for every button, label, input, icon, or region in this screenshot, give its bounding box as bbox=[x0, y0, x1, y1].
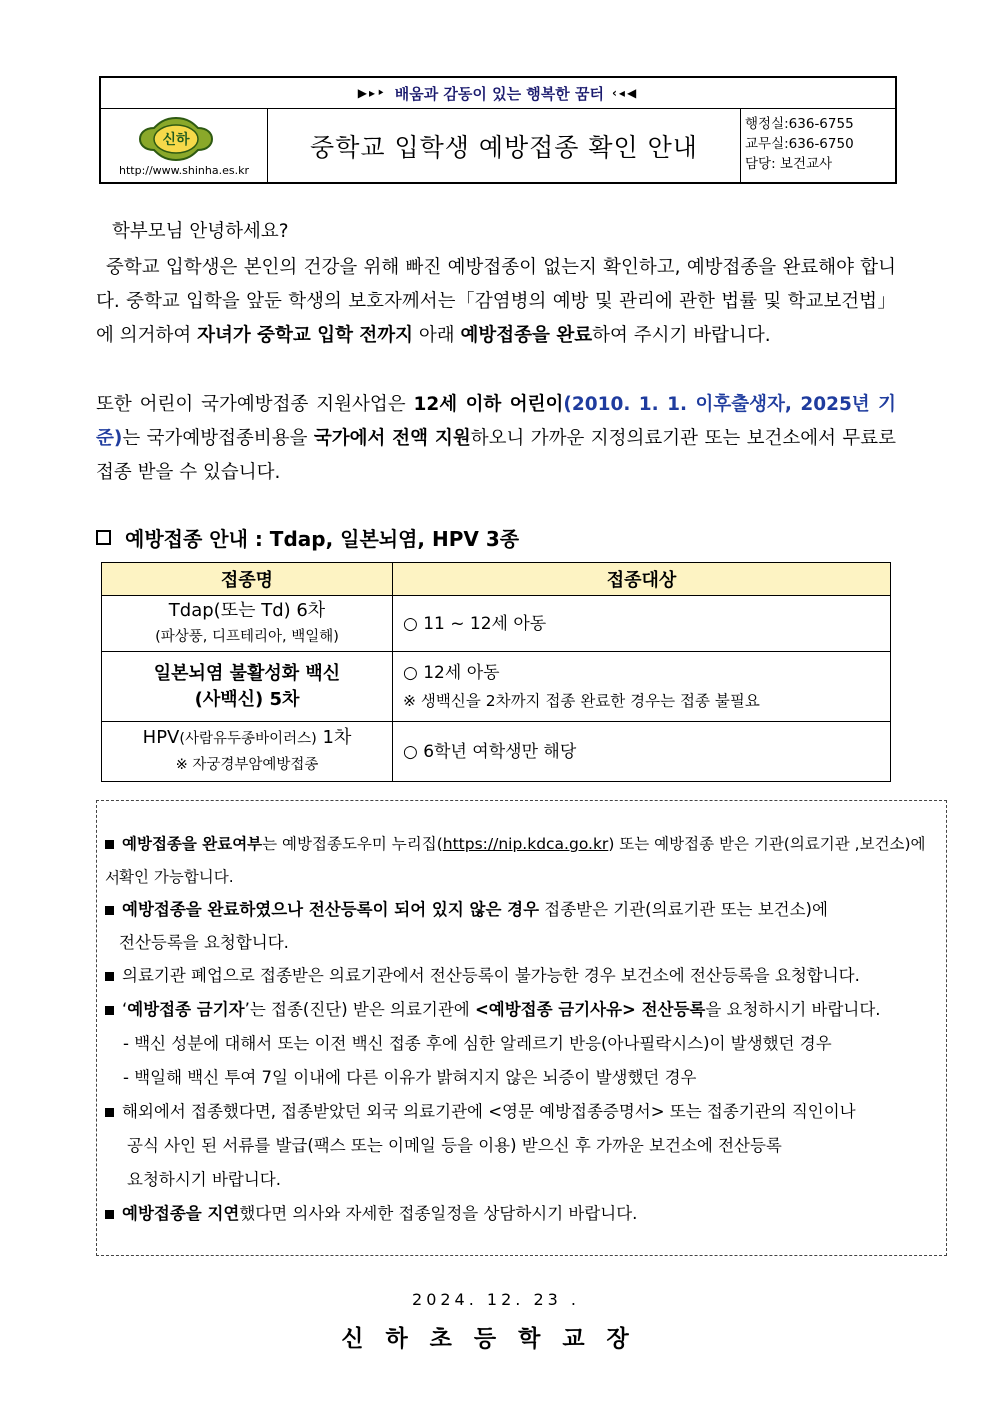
vaccine-target: ○ 6학년 여학생만 해당 bbox=[403, 741, 577, 762]
notice-1-bold: 예방접종을 완료여부 bbox=[122, 835, 263, 853]
notice-item-2 bbox=[105, 893, 937, 927]
logo-text: 신하 bbox=[162, 132, 190, 148]
principal-signature: 신하초등학교장 bbox=[341, 1326, 651, 1352]
notice-item-3 bbox=[105, 959, 937, 993]
table-row bbox=[102, 652, 891, 722]
vaccine-name: Tdap(또는 Td) 6차 bbox=[168, 599, 326, 621]
table-row bbox=[102, 722, 891, 782]
vaccination-table bbox=[101, 562, 891, 782]
p2-text-d: 는 국가예방접종비용을 bbox=[122, 428, 314, 449]
notice-5-line-3: 요청하시기 바랍니다. bbox=[127, 1170, 281, 1189]
notice-6-text: 했다면 의사와 자세한 접종일정을 상담하시기 바랍니다. bbox=[239, 1204, 638, 1223]
table-header-row bbox=[102, 563, 891, 596]
school-logo-cell bbox=[101, 108, 268, 184]
bullet-square-icon bbox=[105, 1108, 114, 1117]
notice-1-text: 는 예방접종도우미 누리집( bbox=[262, 835, 443, 853]
nip-link[interactable]: https://nip.kdca.go.kr bbox=[442, 835, 609, 853]
p1-text-a: 중학교 입학생은 본인의 건강을 위해 빠진 예방접종이 없는지 확인하고, 예방접종을 완료해야 합니다. 중학교 입학을 앞둔 학생의 보호자께서는「감염병의 예방 및 관리에 관한 법률 및 학교보건법」에 의거하여 bbox=[96, 257, 896, 346]
table-header-name: 접종명 bbox=[102, 563, 393, 596]
p2-text-bold-2: 국가에서 전액 지원 bbox=[313, 428, 471, 449]
notice-box bbox=[96, 800, 947, 1256]
p2-text-f: 하오니 가까운 지정의료기관 또는 보건소에서 무료로 접종 받을 수 있습니다. bbox=[96, 428, 896, 483]
vaccine-target-cell bbox=[393, 652, 891, 722]
notice-1-line-2: 확인 가능합니다. bbox=[119, 868, 234, 886]
p2-text-bold-1: 12세 이하 어린이 bbox=[413, 394, 564, 415]
notice-4-text: ’는 접종(진단) 받은 의료기관에 bbox=[244, 1000, 475, 1019]
table-row bbox=[102, 596, 891, 652]
section-heading bbox=[96, 523, 519, 552]
vaccine-target-cell bbox=[393, 596, 891, 652]
checkbox-square-icon bbox=[96, 530, 111, 545]
table-header-target: 접종대상 bbox=[393, 563, 891, 596]
vaccine-target: ○ 12세 아동 bbox=[403, 662, 500, 683]
bullet-square-icon bbox=[105, 972, 114, 981]
school-url[interactable]: http://www.shinha.es.kr bbox=[118, 164, 249, 177]
contact-admin: 행정실:636-6755 bbox=[745, 116, 854, 132]
greeting: 학부모님 안녕하세요? bbox=[112, 221, 289, 242]
letterhead bbox=[99, 76, 897, 184]
slogan-arrow-right: ‹◂◀ bbox=[611, 86, 639, 100]
p2-text-a: 또한 어린이 국가예방접종 지원사업은 bbox=[96, 394, 414, 415]
document-title: 중학교 입학생 예방접종 확인 안내 bbox=[268, 108, 741, 184]
p1-text-bold-2: 예방접종을 완료 bbox=[460, 325, 593, 346]
slogan-arrow-left: ▶▸‣ bbox=[357, 86, 387, 100]
notice-4-sub-2: - 백일해 백신 투여 7일 이내에 다른 이유가 밝혀지지 않은 뇌증이 발생했던 경우 bbox=[123, 1068, 697, 1087]
contact-academic: 교무실:636-6750 bbox=[745, 136, 854, 152]
p1-text-bold-1: 자녀가 중학교 입학 전까지 bbox=[197, 325, 414, 346]
issue-date: 2024. 12. 23 . bbox=[412, 1290, 580, 1309]
notice-4-sub-1: - 백신 성분에 대해서 또는 이전 백신 접종 후에 심한 알레르기 반응(아나필락시스)이 발생했던 경우 bbox=[123, 1034, 832, 1053]
vaccine-subtext: (사백신) 5차 bbox=[194, 688, 300, 710]
vaccine-name bbox=[103, 725, 391, 752]
vaccine-name-cell bbox=[102, 652, 393, 722]
bullet-square-icon bbox=[105, 1210, 114, 1219]
contact-person: 담당: 보건교사 bbox=[745, 156, 833, 172]
notice-4-quote: ‘ bbox=[122, 1000, 128, 1019]
school-logo-icon bbox=[138, 116, 214, 162]
vaccine-name: 일본뇌염 불활성화 백신 bbox=[153, 662, 341, 684]
vaccine-target: ○ 11 ~ 12세 아동 bbox=[403, 613, 547, 634]
bullet-square-icon bbox=[105, 1006, 114, 1015]
notice-2-bold: 예방접종을 완료하였으나 전산등록이 되어 있지 않은 경우 bbox=[122, 900, 540, 919]
notice-4-bold: 예방접종 금기자 bbox=[127, 1000, 245, 1019]
notice-5-line-2: 공식 사인 된 서류를 발급(팩스 또는 이메일 등을 이용) 받으신 후 가까운 보건소에 전산등록 bbox=[127, 1136, 782, 1155]
notice-item-6 bbox=[105, 1197, 937, 1231]
notice-4-bold-2: <예방접종 금기사유> 전산등록 bbox=[474, 1000, 706, 1019]
vaccine-name-cell bbox=[102, 722, 393, 782]
p2-text-blue: (2010. 1. 1. 이후출생자, 2025년 기준) bbox=[96, 394, 897, 449]
vaccine-target-cell bbox=[393, 722, 891, 782]
section-title-text: 예방접종 안내 : Tdap, 일본뇌염, HPV 3종 bbox=[125, 527, 520, 551]
vaccine-name-c: 1차 bbox=[316, 727, 352, 748]
contact-info bbox=[745, 114, 854, 174]
p1-text-e: 하여 주시기 바랍니다. bbox=[592, 325, 771, 346]
notice-4-tail: 을 요청하시기 바랍니다. bbox=[705, 1000, 881, 1019]
p1-text-c: 아래 bbox=[413, 325, 461, 346]
notice-3-text: 의료기관 폐업으로 접종받은 의료기관에서 전산등록이 불가능한 경우 보건소에 전산등록을 요청합니다. bbox=[122, 966, 860, 985]
bullet-square-icon bbox=[105, 840, 114, 849]
bullet-square-icon bbox=[105, 906, 114, 915]
notice-1-tail: ) 또는 예방접종 받은 기관(의료기관 ,보건소)에서 bbox=[105, 835, 926, 887]
vaccine-name-cell bbox=[102, 596, 393, 652]
vaccine-subtext: ※ 자궁경부암예방접종 bbox=[175, 757, 319, 773]
vaccine-name-b: (사람유두종바이러스) bbox=[179, 731, 317, 747]
notice-5-line-1: 해외에서 접종했다면, 접종받았던 외국 의료기관에 <영문 예방접종증명서> 또는 접종기관의 직인이나 bbox=[122, 1102, 856, 1121]
vaccine-target-note: ※ 생백신을 2차까지 접종 완료한 경우는 접종 불필요 bbox=[403, 691, 760, 710]
notice-item-5 bbox=[105, 1095, 937, 1129]
intro-paragraph-1 bbox=[96, 251, 896, 353]
notice-2-text: 접종받은 기관(의료기관 또는 보건소)에 bbox=[539, 900, 828, 919]
notice-2-line-2: 전산등록을 요청합니다. bbox=[119, 933, 289, 952]
slogan-bar bbox=[101, 78, 895, 109]
notice-6-bold: 예방접종을 지연 bbox=[122, 1204, 240, 1223]
vaccine-subtext: (파상풍, 디프테리아, 백일해) bbox=[155, 628, 339, 645]
vaccine-name-a: HPV bbox=[142, 727, 180, 748]
slogan-text: 배움과 감동이 있는 행복한 꿈터 bbox=[394, 84, 604, 103]
intro-paragraph-2 bbox=[96, 388, 896, 490]
notice-item-4 bbox=[105, 993, 937, 1027]
